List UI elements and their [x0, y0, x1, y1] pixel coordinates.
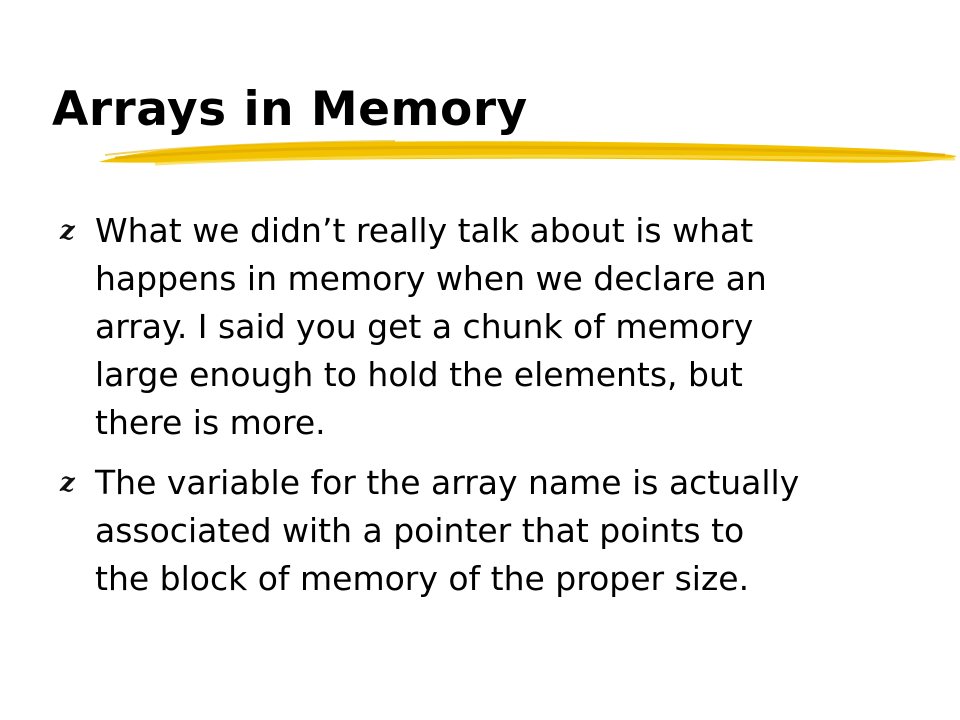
- bullet-line: large enough to hold the elements, but: [95, 355, 743, 394]
- bullet-list: [60, 207, 940, 615]
- bullet-line: What we didn’t really talk about is what: [95, 211, 754, 250]
- bullet-line: the block of memory of the proper size.: [95, 559, 750, 598]
- bullet-line: array. I said you get a chunk of memory: [95, 307, 754, 346]
- slide-title: Arrays in Memory: [52, 82, 528, 137]
- bullet-line: The variable for the array name is actually: [95, 463, 800, 502]
- bullet-line: associated with a pointer that points to: [95, 511, 745, 550]
- bullet-marker-icon: z: [60, 216, 75, 246]
- bullet-item: [60, 459, 940, 603]
- bullet-line: there is more.: [95, 403, 326, 442]
- bullet-text: [95, 459, 940, 603]
- bullet-line: happens in memory when we declare an: [95, 259, 767, 298]
- bullet-item: [60, 207, 940, 447]
- bullet-marker-icon: z: [60, 468, 75, 498]
- bullet-text: [95, 207, 940, 447]
- title-underline-brushstroke: [95, 128, 960, 178]
